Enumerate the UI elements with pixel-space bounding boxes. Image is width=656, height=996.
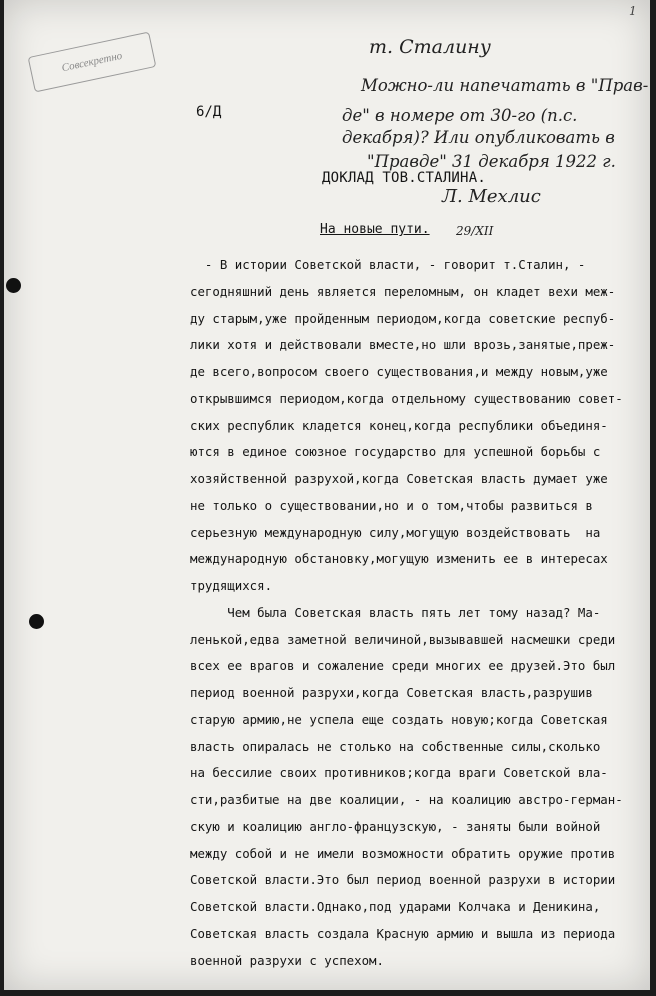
punch-hole (29, 614, 44, 629)
body-line: открывшимся периодом,когда отдельному существованию совет- (190, 390, 623, 406)
body-text (190, 252, 645, 974)
note-line-4: декабря)? Или опубликовать в (342, 128, 615, 147)
body-line: сти,разбитые на две коалиции, - на коалицию австро-герман- (190, 792, 623, 807)
document-subtitle: На новые пути. (320, 222, 430, 237)
body-line: лики хотя и действовали вместе,но шли врозь,занятые,преж- (190, 337, 616, 353)
body-line: военной разрухи с успехом. (190, 952, 384, 968)
body-line: трудящихся. (190, 578, 273, 593)
body-line: Советской власти.Это был период военной разрухи в истории (190, 872, 616, 888)
body-line: международную обстановку,могущую изменить ее в интересах (190, 551, 608, 567)
punch-hole (6, 278, 21, 293)
body-line: период военной разрухи,когда Советская власть,разрушив (190, 685, 593, 700)
archive-stamp: Совсекретно (28, 32, 157, 93)
body-line: старую армию,не успела еще создать новую;когда Советская (190, 711, 608, 727)
body-line: ются в единое союзное государство для успешной борьбы с (190, 444, 601, 460)
document-page (4, 0, 650, 990)
body-line: Советской власти.Однако,под ударами Колчака и Деникина, (190, 899, 601, 914)
body-line: между собой и не имели возможности обратить оружие против (190, 845, 616, 861)
document-title: ДОКЛАД ТОВ.СТАЛИНА. (322, 170, 486, 186)
body-line: серьезную международную силу,могущую воздействовать на (190, 524, 601, 540)
handwritten-signature: Л. Мехлис (442, 186, 541, 207)
body-line: всех ее врагов и сожаление среди многих ее друзей.Это был (190, 658, 616, 674)
body-line: Советская власть создала Красную армию и вышла из периода (190, 925, 616, 941)
page-corner-mark: 1 (629, 4, 637, 18)
body-line: ленькой,едва заметной величиной,вызывавшей насмешки среди (190, 631, 616, 647)
body-line: де всего,вопросом своего существования,и между новым,уже (190, 364, 608, 379)
body-line: скую и коалицию англо-французскую, - заняты были войной (190, 818, 601, 834)
body-line: ских республик кладется конец,когда республики объединя- (190, 417, 608, 433)
body-line: ду старым,уже пройденным периодом,когда советские респуб- (190, 310, 616, 326)
note-addressee: т. Сталину (369, 36, 491, 58)
note-line-2: Можно-ли напечатать в "Прав- (361, 76, 649, 95)
note-line-5: "Правде" 31 декабря 1922 г. (367, 152, 616, 171)
body-line: Чем была Советская власть пять лет тому назад? Ма- (190, 604, 601, 620)
body-line: хозяйственной разрухой,когда Советская власть думает уже (190, 471, 608, 486)
body-line: не только о существовании,но и о том,чтобы развиться в (190, 497, 593, 513)
body-line: - В истории Советской власти, - говорит т.Сталин, - (190, 257, 586, 272)
body-line: на бессилие своих противников;когда враги Советской вла- (190, 765, 608, 781)
body-line: власть опиралась не столько на собственные силы,сколько (190, 738, 601, 754)
handwritten-date: 29/XII (456, 224, 494, 238)
body-line: сегодняшний день является переломным, он кладет вехи меж- (190, 283, 616, 299)
note-line-3: де" в номере от 30-го (п.с. (342, 106, 578, 125)
document-id-mark: 6/Д (196, 104, 222, 120)
